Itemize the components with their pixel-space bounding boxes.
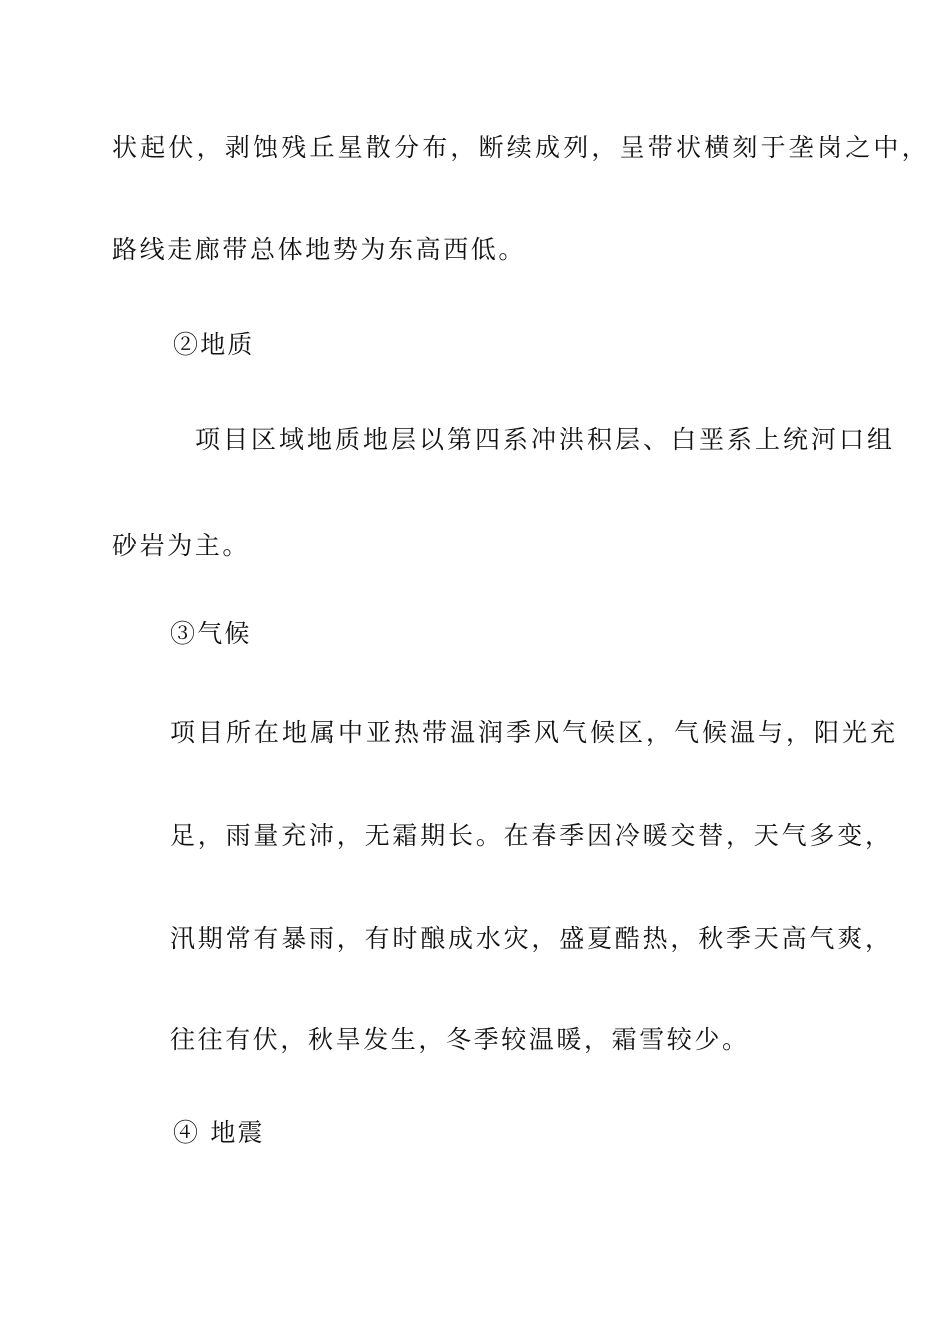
- paragraph-line-terrain-2: 路线走廊带总体地势为东高西低。: [112, 235, 527, 264]
- section-heading-geology: ②地质: [173, 330, 255, 359]
- section-heading-earthquake: ④ 地震: [173, 1118, 265, 1147]
- section-heading-climate: ③气候: [170, 619, 252, 648]
- paragraph-line-geology-2: 砂岩为主。: [112, 531, 251, 560]
- paragraph-line-climate-3: 汛期常有暴雨，有时酿成水灾，盛夏酷热，秋季天高气爽，: [170, 924, 893, 953]
- paragraph-line-terrain-1: 状起伏，剥蚀残丘星散分布，断续成列，呈带状横刻于垄岗之中，: [112, 133, 930, 162]
- paragraph-line-climate-1: 项目所在地属中亚热带温润季风气候区，气候温与，阳光充: [170, 718, 899, 747]
- paragraph-line-climate-2: 足，雨量充沛，无霜期长。在春季因冷暖交替，天气多变，: [170, 821, 893, 850]
- paragraph-line-climate-4: 往往有伏，秋旱发生，冬季较温暖，霜雪较少。: [170, 1025, 750, 1054]
- paragraph-line-geology-1: 项目区域地质地层以第四系冲洪积层、白垩系上统河口组: [195, 425, 896, 454]
